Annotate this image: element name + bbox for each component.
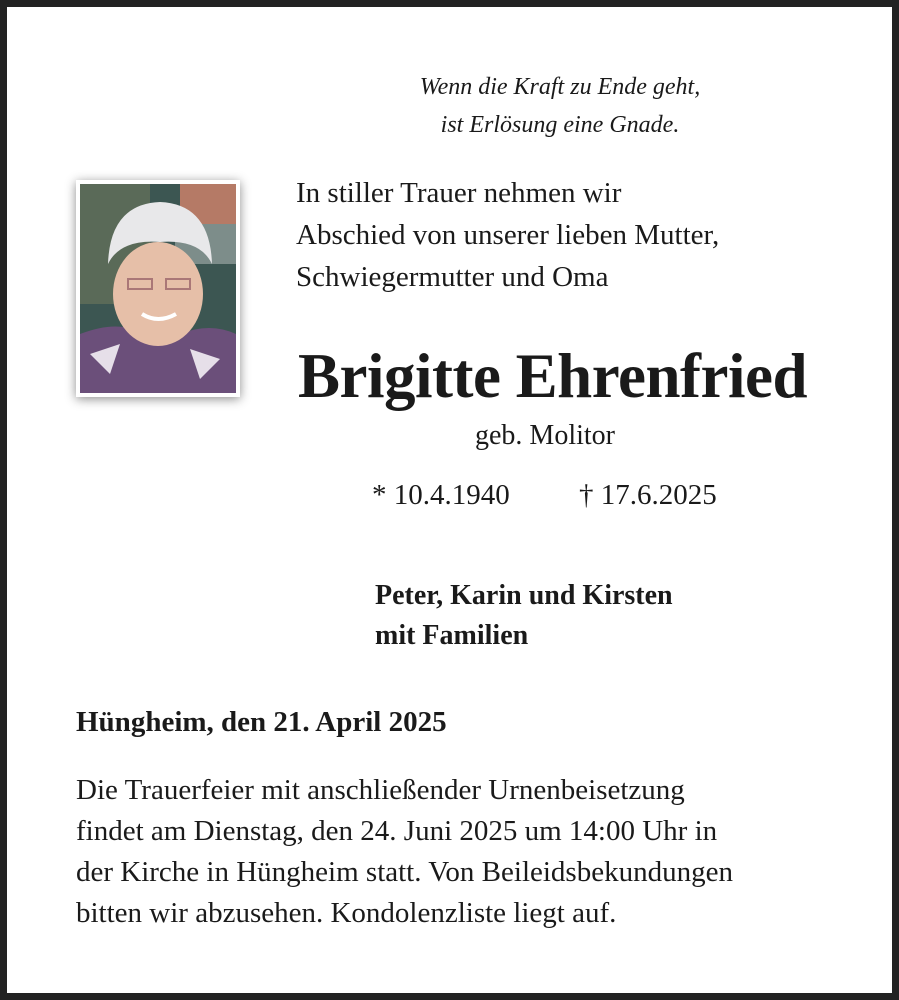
maiden-name: geb. Molitor — [475, 420, 615, 451]
motto-line: Wenn die Kraft zu Ende geht, — [419, 74, 701, 100]
motto — [340, 68, 780, 144]
motto-line: ist Erlösung eine Gnade. — [440, 112, 680, 138]
intro-text — [296, 172, 719, 298]
details-line: findet am Dienstag, den 24. Juni 2025 um 14:00 Uhr in — [76, 815, 718, 847]
details-line: bitten wir abzusehen. Kondolenzliste liegt auf. — [76, 897, 617, 929]
details-line: Die Trauerfeier mit anschließender Urnenbeisetzung — [76, 774, 685, 806]
life-dates — [372, 479, 717, 512]
funeral-details — [76, 770, 733, 934]
death-date: † 17.6.2025 — [579, 479, 717, 511]
mourners-line: mit Familien — [375, 620, 529, 651]
mourners-line: Peter, Karin und Kirsten — [375, 580, 673, 611]
deceased-name: Brigitte Ehrenfried — [298, 341, 807, 411]
intro-line: In stiller Trauer nehmen wir — [296, 177, 622, 209]
intro-line: Abschied von unserer lieben Mutter, — [296, 219, 720, 251]
mourners — [375, 576, 673, 656]
place-date: Hüngheim, den 21. April 2025 — [76, 706, 447, 738]
details-line: der Kirche in Hüngheim statt. Von Beileidsbekundungen — [76, 856, 733, 888]
portrait-photo — [76, 180, 240, 397]
birth-date: * 10.4.1940 — [372, 479, 510, 511]
intro-line: Schwiegermutter und Oma — [296, 261, 609, 293]
